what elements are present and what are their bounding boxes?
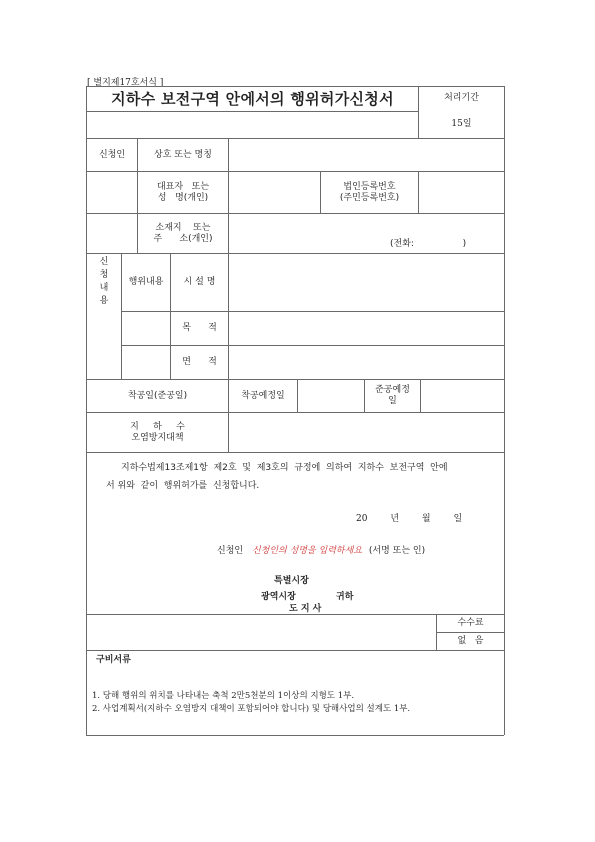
start-date-label: 착공일(준공일) (127, 390, 188, 401)
line-row (86, 452, 504, 453)
address-label (138, 214, 228, 253)
signer-line (217, 543, 425, 556)
planned-end-label (365, 380, 420, 412)
planned-start-label: 착공예정일 (241, 390, 285, 401)
planned-end-label-line2: 일 (388, 396, 397, 406)
recipient-honorific: 귀하 (336, 592, 354, 602)
business-name-label: 상호 또는 명칭 (154, 149, 212, 160)
application-date: 20 년 월 일 (356, 514, 463, 524)
signer-label: 신청인 (217, 546, 244, 556)
pollution-prevention-field[interactable] (229, 413, 504, 452)
recipient-special-city: 특별시장 (274, 576, 309, 586)
application-section-char: 청 (99, 270, 109, 280)
application-section-char: 신 (99, 257, 109, 267)
pollution-prevention-label-line2: 오염방지대책 (131, 432, 184, 443)
form-number: [ 별지제17호서식 ] (87, 78, 164, 88)
registration-number-label-line2: (주민등록번호) (339, 192, 400, 203)
representative-label (138, 172, 228, 213)
representative-label-line2: 성 명(개인) (157, 192, 209, 203)
application-section-label (87, 256, 121, 308)
registration-number-field[interactable] (419, 172, 504, 213)
area-label: 면 적 (182, 357, 217, 367)
required-document-item: 2. 사업계획서(지하수 오염방지 대책이 포함되어야 합니다) 및 당해사업의 설계도 1부. (92, 704, 411, 714)
area-field[interactable] (229, 346, 504, 379)
pollution-prevention-label-line1: 지 하 수 (130, 421, 185, 432)
representative-field[interactable] (229, 172, 320, 213)
planned-end-label-line1: 준공예정 (375, 385, 410, 395)
planned-end-field[interactable] (421, 380, 504, 412)
planned-start-field[interactable] (298, 380, 364, 412)
application-section-char: 용 (99, 296, 109, 306)
signer-name-input[interactable]: 신청인의 성명을 입력하세요 (251, 546, 363, 556)
phone-label: (전화: ) (390, 239, 467, 249)
action-label: 행위내용 (128, 277, 164, 287)
required-document-item: 1. 당해 행위의 위치를 나타내는 축척 2만5천분의 1이상의 지형도 1부. (92, 691, 355, 701)
registration-number-label (321, 172, 418, 213)
address-label-line2: 주 소(개인) (153, 233, 213, 244)
declaration-line-2: 서 위와 같이 행위허가를 신청합니다. (106, 481, 260, 491)
border-right (504, 86, 505, 735)
application-section-char: 내 (99, 283, 109, 293)
fee-value: 없 음 (457, 636, 484, 646)
registration-number-label-line1: 법인등록번호 (343, 181, 396, 192)
representative-label-line1: 대표자 또는 (156, 181, 210, 192)
pollution-prevention-label (87, 413, 228, 452)
purpose-label: 목 적 (182, 323, 217, 333)
border-bottom (86, 735, 504, 736)
purpose-field[interactable] (229, 312, 504, 345)
declaration-line-1: 지하수법제13조제1항 제2호 및 제3호의 규정에 의하여 지하수 보전구역 안에 (121, 463, 448, 473)
facility-name-field[interactable] (229, 254, 504, 311)
signature-note: (서명 또는 인) (368, 546, 426, 556)
line-row (86, 650, 504, 651)
recipient-metro-city: 광역시장 (261, 592, 296, 602)
processing-period-label: 처리기간 (444, 93, 479, 103)
applicant-section-label: 신청인 (98, 149, 126, 160)
recipient-province: 도 지 사 (289, 604, 322, 614)
fee-label: 수수료 (457, 618, 484, 628)
address-label-line1: 소재지 또는 (155, 222, 211, 233)
line-title-bottom (86, 111, 418, 112)
processing-period-value: 15일 (451, 119, 472, 129)
facility-name-label: 시 설 명 (183, 277, 216, 287)
form-title: 지하수 보전구역 안에서의 행위허가신청서 (111, 89, 394, 108)
required-documents-title: 구비서류 (96, 655, 131, 665)
business-name-field[interactable] (229, 139, 504, 171)
